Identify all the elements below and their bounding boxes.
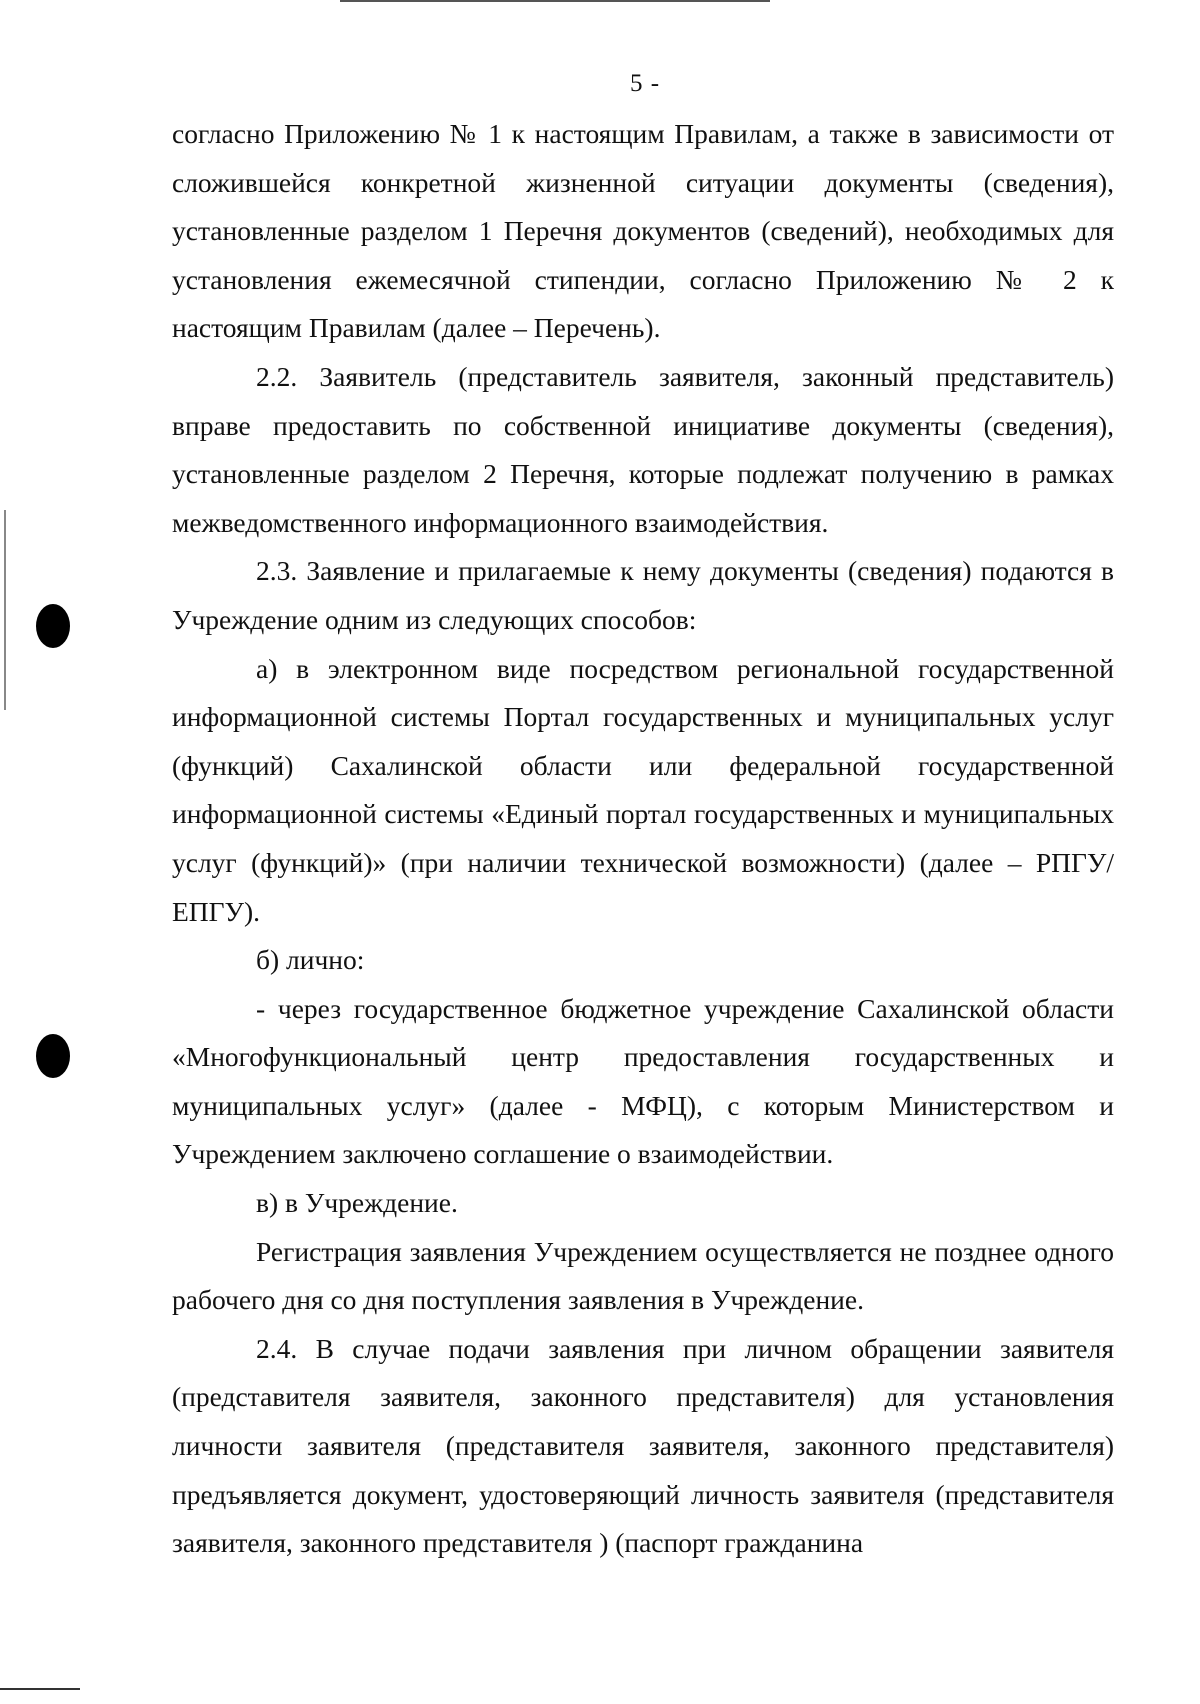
punch-hole [36, 604, 70, 648]
punch-hole [36, 1034, 70, 1078]
paragraph: 2.2. Заявитель (представитель заявителя, законный представитель) вправе предоставить по собственной инициативе документы (сведения), установленные разделом 2 Перечня, которые подлежат получению в рамках межведомственного информационного взаимодействия. [172, 360, 1114, 538]
paragraph: а) в электронном виде посредством региональной государственной информационной системы Портал государственных и муниципальных услуг (функций) Сахалинской области или федеральной государственной информационной системы «Единый портал государственных и муниципальных услуг (функций)» (при наличии технической возможности) (далее – РПГУ/ЕПГУ). [172, 652, 1114, 927]
paragraph: Регистрация заявления Учреждением осуществляется не позднее одного рабочего дня со дня поступления заявления в Учреждение. [172, 1235, 1114, 1316]
scan-artifact-line [0, 1688, 80, 1690]
paragraph: - через государственное бюджетное учреждение Сахалинской области «Многофункциональный центр предоставления государственных и муниципальных услуг» (далее - МФЦ), с которым Министерством и Учреждением заключено соглашение о взаимодействии. [172, 992, 1114, 1170]
scan-artifact-line [340, 0, 770, 2]
page-number: 5 - [630, 70, 661, 97]
scan-artifact-edge [4, 510, 6, 710]
paragraph: в) в Учреждение. [256, 1187, 458, 1219]
paragraph: 2.3. Заявление и прилагаемые к нему документы (сведения) подаются в Учреждение одним из следующих способов: [172, 555, 1114, 635]
paragraph: б) лично: [256, 944, 365, 976]
document-body [172, 110, 1114, 1568]
paragraph: 2.4. В случае подачи заявления при личном обращении заявителя (представителя заявителя, законного представителя) для установления личности заявителя (представителя заявителя, законного представителя) предъявляется документ, удостоверяющий личность заявителя (представителя заявителя, законного представителя ) (паспорт гражданина [172, 1332, 1114, 1559]
paragraph: согласно Приложению № 1 к настоящим Правилам, а также в зависимости от сложившейся конкретной жизненной ситуации документы (сведения), установленные разделом 1 Перечня документов (сведений), необходимых для установления ежемесячной стипендии, согласно Приложению № 2 к настоящим Правилам (далее – Перечень). [172, 118, 1114, 344]
